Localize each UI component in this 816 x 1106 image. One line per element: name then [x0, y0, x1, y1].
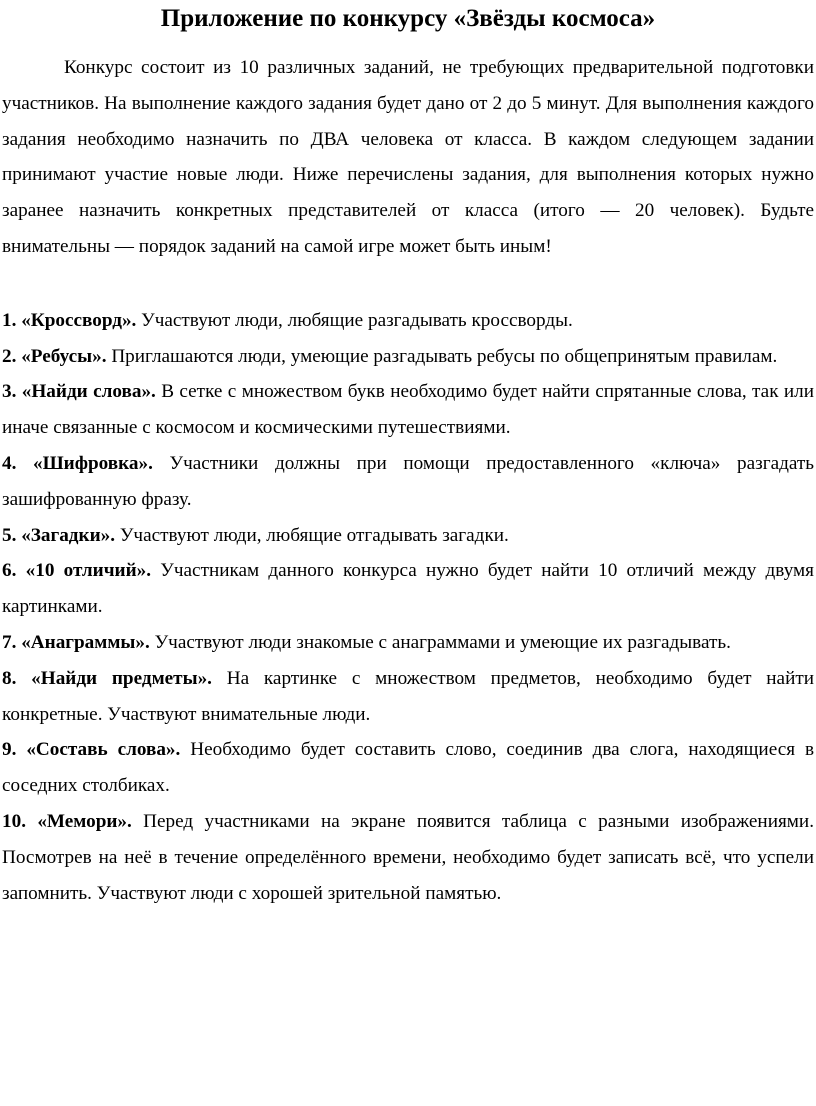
task-number: 9.	[2, 739, 17, 761]
task-name: «Найди слова».	[21, 381, 156, 403]
task-item	[2, 732, 814, 804]
task-description: На картинке с множеством предметов, необходимо будет найти конкретные. Участвуют внимательные люди.	[2, 667, 814, 725]
task-description: Перед участниками на экране появится таблица с разными изображениями. Посмотрев на неё в течение определённого времени, необходимо будет записать всё, что успели запомнить. Участвуют люди с хорошей зрительной памятью.	[2, 810, 814, 904]
task-description: Участникам данного конкурса нужно будет найти 10 отличий между двумя картинками.	[2, 560, 815, 618]
task-item	[2, 518, 814, 554]
task-description: Приглашаются люди, умеющие разгадывать ребусы по общепринятым правилам.	[111, 345, 778, 367]
task-number: 6.	[2, 560, 17, 582]
task-list	[2, 303, 814, 912]
task-description: В сетке с множеством букв необходимо будет найти спрятанные слова, так или иначе связанные с космосом и космическими путешествиями.	[2, 381, 815, 439]
task-name: «Загадки».	[21, 524, 116, 546]
task-number: 5.	[2, 524, 17, 546]
task-number: 2.	[2, 345, 17, 367]
task-item	[2, 804, 814, 911]
task-description: Участвуют люди, любящие отгадывать загадки.	[119, 524, 509, 546]
task-number: 8.	[2, 667, 17, 689]
task-item	[2, 553, 814, 625]
task-description: Участвуют люди знакомые с анаграммами и умеющие их разгадывать.	[154, 631, 731, 653]
task-number: 4.	[2, 452, 17, 474]
document-title: Приложение по конкурсу «Звёзды космоса»	[160, 5, 656, 32]
task-name: «Найди предметы».	[31, 667, 212, 689]
task-description: Необходимо будет составить слово, соединив два слога, находящиеся в соседних столбиках.	[2, 739, 815, 797]
task-name: «Составь слова».	[26, 739, 181, 761]
task-name: «10 отличий».	[25, 560, 152, 582]
task-name: «Ребусы».	[21, 345, 107, 367]
task-number: 7.	[2, 631, 17, 653]
task-item	[2, 661, 814, 733]
task-name: «Шифровка».	[33, 452, 153, 474]
task-item	[2, 374, 814, 446]
task-name: «Анаграммы».	[21, 631, 150, 653]
task-item	[2, 446, 814, 518]
task-description: Участники должны при помощи предоставленного «ключа» разгадать зашифрованную фразу.	[2, 452, 815, 510]
task-number: 3.	[2, 381, 17, 403]
task-name: «Мемори».	[37, 810, 132, 832]
task-number: 1.	[2, 309, 17, 331]
task-item	[2, 303, 814, 339]
task-item	[2, 339, 814, 375]
task-description: Участвуют люди, любящие разгадывать кроссворды.	[141, 309, 573, 331]
intro-paragraph: Конкурс состоит из 10 различных заданий, не требующих предварительной подготовки участников. На выполнение каждого задания будет дано от 2 до 5 минут. Для выполнения каждого задания необходимо назначить по ДВА человека от класса. В каждом следующем задании принимают участие новые люди. Ниже перечислены задания, для выполнения которых нужно заранее назначить конкретных представителей от класса (итого — 20 человек). Будьте внимательны — порядок заданий на самой игре может быть иным!	[2, 57, 814, 257]
task-item	[2, 625, 814, 661]
task-name: «Кроссворд».	[21, 309, 137, 331]
task-number: 10.	[2, 810, 26, 832]
